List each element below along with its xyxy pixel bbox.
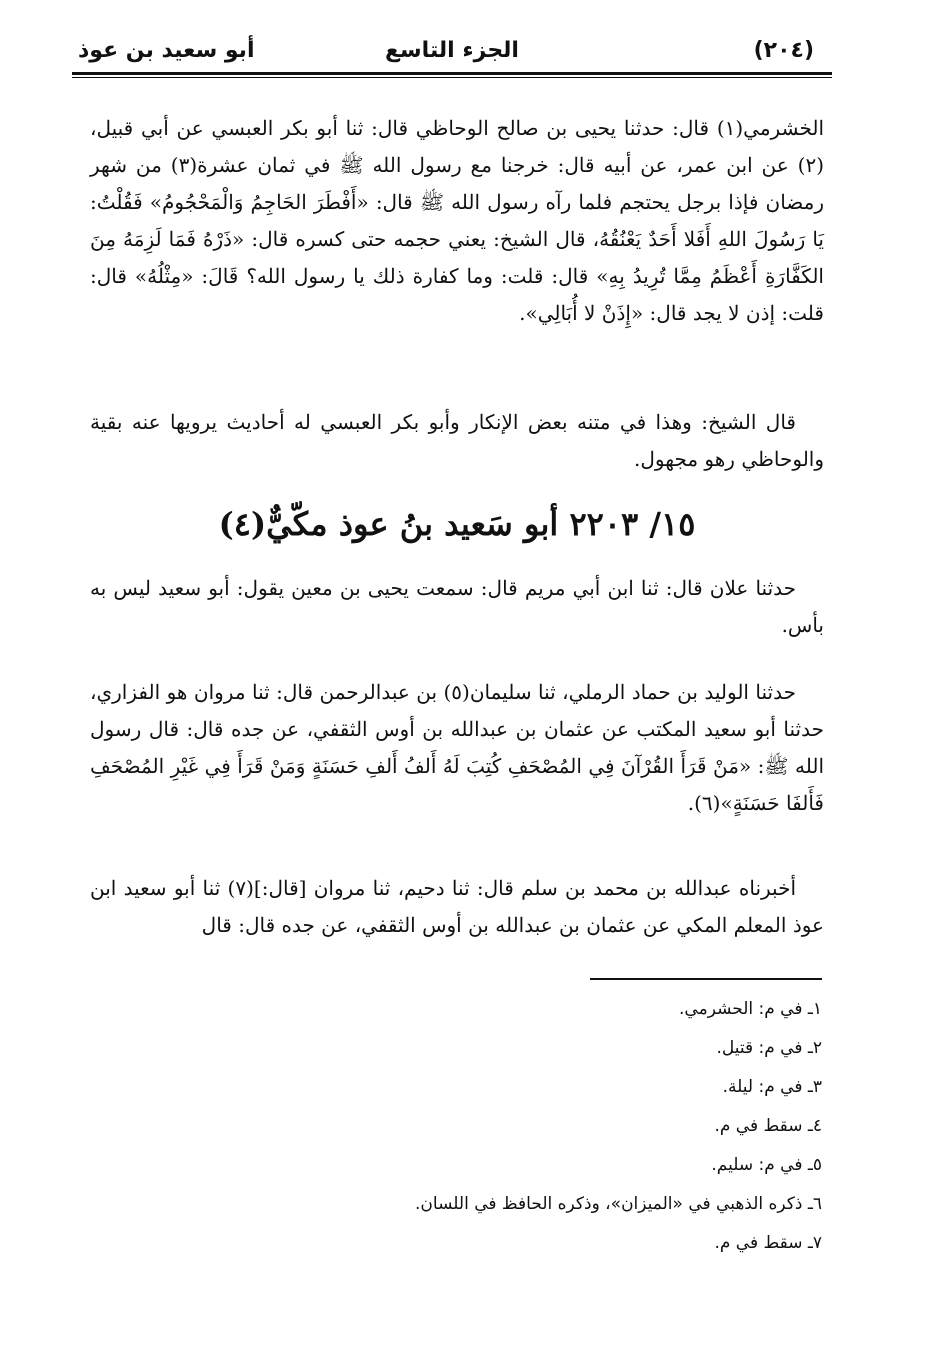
entry-title: ١٥/ ٢٢٠٣ أبو سَعيد بنُ عوذ مكّيٌّ(٤) (218, 505, 696, 543)
page-number: (٢٠٤) (753, 38, 814, 63)
footnote: ٢ـ في م: قتيل. (716, 1038, 822, 1058)
header-rule-thin (72, 77, 832, 78)
footnote: ٥ـ في م: سليم. (711, 1155, 822, 1175)
volume-title: الجزء التاسع (385, 38, 519, 63)
paragraph: أخبرناه عبدالله بن محمد بن سلم قال: ثنا دحيم، ثنا مروان [قال:](٧) ثنا أبو سعيد ابن عوذ المعلم المكي عن عثمان بن عبدالله بن أوس الثقفي، عن جده قال: قال (90, 876, 824, 937)
paragraph: الخشرمي(١) قال: حدثنا يحيى بن صالح الوحاظي قال: ثنا أبو بكر العبسي عن أبي قبيل،(٢) عن ابن عمر، عن أبيه قال: خرجنا مع رسول الله ﷺ في ثمان عشرة(٣) من شهر رمضان فإذا برجل يحتجم فلما رآه رسول الله ﷺ قال: «أَفْطَرَ الحَاجِمُ وَالْمَحْجُومُ» فَقُلْتُ: يَا رَسُولَ اللهِ أَفَلا أَحَدٌ يَعْنُقُهُ، قال الشيخ: يعني حجمه حتى كسره قال: «ذَرْهُ فَمَا لَزِمَهُ مِنَ الكَفَّارَةِ أَعْظَمُ مِمَّا تُرِيدُ بِهِ» قال: قلت: وما كفارة ذلك يا رسول الله؟ قَالَ: «مِثْلُهُ» قال: قلت: إذن لا يجد قال: «إِذَنْ لا أُبَالِي». (90, 116, 824, 325)
page-header (72, 32, 832, 78)
footnote: ٣ـ في م: ليلة. (722, 1077, 822, 1097)
paragraph: قال الشيخ: وهذا في متنه بعض الإنكار وأبو بكر العبسي له أحاديث يرويها عنه بقية والوحاظي رهو مجهول. (90, 410, 824, 471)
paragraph: حدثنا الوليد بن حماد الرملي، ثنا سليمان(٥) بن عبدالرحمن قال: ثنا مروان هو الفزاري، حدثنا أبو سعيد المكتب عن عثمان بن عبدالله بن أوس الثقفي، عن جده قال: قال رسول الله ﷺ: «مَنْ قَرَأَ القُرْآنَ فِي المُصْحَفِ كُتِبَ لَهُ أَلفُ أَلفِ حَسَنَةٍ وَمَنْ قَرَأَ فِي غَيْرِ المُصْحَفِ فَأَلفَا حَسَنَةٍ»(٦). (90, 680, 824, 815)
paragraph: حدثنا علان قال: ثنا ابن أبي مريم قال: سمعت يحيى بن معين يقول: أبو سعيد ليس به بأس. (90, 576, 824, 637)
running-title: أبو سعيد بن عوذ (78, 38, 255, 63)
footnotes (122, 990, 822, 1263)
footnote: ٧ـ سقط في م. (714, 1233, 822, 1253)
footnote-rule (590, 978, 822, 980)
footnote: ٦ـ ذكره الذهبي في «الميزان»، وذكره الحافظ في اللسان. (415, 1194, 822, 1214)
header-rule (72, 72, 832, 75)
footnote: ١ـ في م: الحشرمي. (679, 999, 822, 1019)
footnote: ٤ـ سقط في م. (714, 1116, 822, 1136)
